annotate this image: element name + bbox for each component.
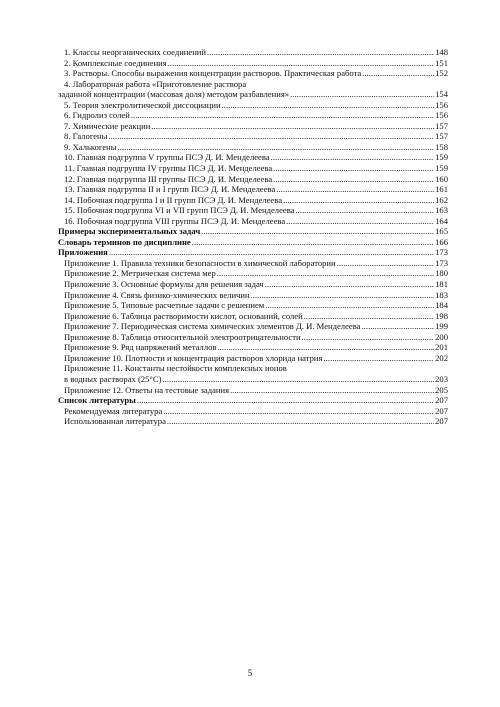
leader-dots xyxy=(230,385,434,396)
toc-entry-title: 1. Классы неорганических соединений xyxy=(64,47,207,57)
toc-entry-title: Использованная литература xyxy=(64,416,166,427)
leader-dots xyxy=(323,353,434,364)
toc-appendix-page: 200 xyxy=(435,331,448,342)
toc-entry[interactable] xyxy=(58,100,448,111)
toc-section-page: 173 xyxy=(435,247,448,258)
leader-dots xyxy=(109,247,434,258)
toc-entry-title: 2. Комплексные соединения xyxy=(64,57,167,68)
toc-entry[interactable] xyxy=(58,195,448,206)
leader-dots xyxy=(167,416,434,427)
leader-dots xyxy=(337,258,434,269)
leader-dots xyxy=(286,216,434,227)
toc-entry-page: 156 xyxy=(435,99,448,110)
leader-dots xyxy=(361,321,434,332)
leader-dots xyxy=(192,237,434,248)
toc-entry-title: 12. Главная подгруппа III группы ПСЭ Д. И. Менделеева xyxy=(64,173,273,184)
toc-entry[interactable] xyxy=(58,163,448,174)
toc-entry[interactable] xyxy=(58,58,448,69)
toc-appendix-title: Приложение 7. Периодическая система химических элементов Д. И. Менделеева xyxy=(64,321,361,332)
toc-entry-title: 5. Теория электролитической диссоциации xyxy=(64,99,221,110)
toc-appendix-title: Приложение 12. Ответы на тестовые задания xyxy=(64,384,230,395)
leader-dots xyxy=(108,131,434,142)
toc-entry-page: 207 xyxy=(435,405,448,416)
toc-entry-page: 160 xyxy=(435,173,448,184)
toc-appendix-title: Приложение 4. Связь физико-химических величин xyxy=(64,289,250,300)
toc-appendix-title: Приложение 9. Ряд напряжений металлов xyxy=(64,342,217,353)
toc-appendix-page: 198 xyxy=(435,310,448,321)
toc-entry[interactable] xyxy=(58,121,448,132)
toc-entry-page: 159 xyxy=(435,163,448,174)
leader-dots xyxy=(137,395,434,406)
toc-appendix-page: 205 xyxy=(435,384,448,395)
toc-entry-line1[interactable] xyxy=(58,79,448,90)
leader-dots xyxy=(201,226,434,237)
toc-entry-page: 151 xyxy=(435,57,448,68)
toc-appendix-page: 181 xyxy=(435,279,448,290)
toc-appendix[interactable] xyxy=(58,279,448,290)
toc-appendix-title: Приложение 6. Таблица растворимости кислот, оснований, солей xyxy=(64,310,303,321)
toc-entry-title: 8. Галогены xyxy=(64,131,108,142)
toc-section-title: Словарь терминов по дисциплине xyxy=(58,236,191,247)
toc-entry-page: 154 xyxy=(435,89,448,100)
toc-entry-title: 9. Халькогены xyxy=(64,141,117,152)
toc-appendix[interactable] xyxy=(58,332,448,343)
toc-entry[interactable] xyxy=(58,416,448,427)
toc-entry[interactable] xyxy=(58,142,448,153)
toc-entry-title: 15. Побочная подгруппа VI и VII групп ПСЭ Д. И. Менделеева xyxy=(64,205,295,216)
toc-entry-page: 157 xyxy=(435,120,448,131)
toc-entry-title: заданной концентрации (массовая доля) методом разбавления» xyxy=(58,89,290,100)
leader-dots xyxy=(265,279,434,290)
toc-entry-page: 157 xyxy=(435,131,448,142)
leader-dots xyxy=(222,100,435,111)
toc-entry[interactable] xyxy=(58,47,448,58)
toc-appendix-title: Приложение 5. Типовые расчетные задачи с решением xyxy=(64,300,265,311)
toc-appendix-title: Приложение 11. Константы нестойкости комплексных ионов xyxy=(64,363,287,374)
toc-section-page: 207 xyxy=(435,395,448,406)
toc-appendix[interactable] xyxy=(58,258,448,269)
toc-entry-title: 13. Главная подгруппа II и I групп ПСЭ Д. И. Менделеева xyxy=(64,184,276,195)
leader-dots xyxy=(168,58,434,69)
toc-entry-page: 152 xyxy=(435,68,448,79)
toc-appendix[interactable] xyxy=(58,342,448,353)
toc-entry-page: 163 xyxy=(435,205,448,216)
toc-appendix-page: 184 xyxy=(435,300,448,311)
toc-section-page: 166 xyxy=(435,236,448,247)
toc-section-title: Список литературы xyxy=(58,395,136,406)
toc-appendix-page: 203 xyxy=(435,373,448,384)
toc-entry[interactable] xyxy=(58,216,448,227)
toc-entry-line2[interactable] xyxy=(58,89,448,100)
toc-entry-title: 14. Побочная подгруппа I и II групп ПСЭ Д. И. Менделеева xyxy=(64,194,283,205)
toc-appendix-line1[interactable] xyxy=(58,363,448,374)
toc-appendix-title: Приложение 3. Основные формулы для решения задач xyxy=(64,279,264,290)
toc-appendix-page: 201 xyxy=(435,342,448,353)
leader-dots xyxy=(162,374,434,385)
toc-entry-title: Рекомендуемая литература xyxy=(64,405,163,416)
toc-appendix-page: 202 xyxy=(435,352,448,363)
toc-appendix-title: Приложение 10. Плотности и концентрация растворов хлорида натрия xyxy=(64,352,323,363)
leader-dots xyxy=(302,332,435,343)
toc-entry[interactable] xyxy=(58,184,448,195)
toc-entry[interactable] xyxy=(58,174,448,185)
leader-dots xyxy=(290,89,434,100)
toc-entry-page: 164 xyxy=(435,215,448,226)
leader-dots xyxy=(265,300,434,311)
toc-entry-page: 148 xyxy=(435,47,448,57)
toc-appendix-title: Приложение 2. Метрическая система мер xyxy=(64,268,216,279)
toc-entry[interactable] xyxy=(58,68,448,79)
table-of-contents xyxy=(58,47,448,427)
leader-dots xyxy=(207,47,434,58)
toc-entry-title: 4. Лабораторная работа «Приготовление раствора xyxy=(64,78,247,89)
toc-entry-page: 156 xyxy=(435,110,448,121)
toc-section-page: 165 xyxy=(435,226,448,237)
leader-dots xyxy=(271,152,434,163)
leader-dots xyxy=(151,121,434,132)
leader-dots xyxy=(304,311,434,322)
toc-section[interactable] xyxy=(58,247,448,258)
toc-appendix-title: Приложение 8. Таблица относительной электроотрицательности xyxy=(64,331,301,342)
toc-appendix[interactable] xyxy=(58,385,448,396)
toc-entry-title: 7. Химические реакции xyxy=(64,120,151,131)
toc-entry[interactable] xyxy=(58,406,448,417)
leader-dots xyxy=(283,195,434,206)
toc-appendix-page: 199 xyxy=(435,321,448,332)
leader-dots xyxy=(217,268,434,279)
toc-appendix-line2[interactable] xyxy=(58,374,448,385)
toc-entry[interactable] xyxy=(58,110,448,121)
toc-entry-page: 207 xyxy=(435,416,448,427)
toc-appendix[interactable] xyxy=(58,353,448,364)
leader-dots xyxy=(217,342,434,353)
toc-entry[interactable] xyxy=(58,205,448,216)
toc-appendix[interactable] xyxy=(58,311,448,322)
leader-dots xyxy=(276,184,434,195)
toc-appendix-page: 183 xyxy=(435,289,448,300)
toc-appendix-page: 173 xyxy=(435,257,448,268)
toc-appendix-title: в водных растворах (25°С) xyxy=(64,373,162,384)
leader-dots xyxy=(295,205,434,216)
toc-appendix-page: 180 xyxy=(435,268,448,279)
toc-entry-title: 10. Главная подгруппа V группы ПСЭ Д. И. Менделеева xyxy=(64,152,270,163)
toc-section[interactable] xyxy=(58,395,448,406)
toc-appendix[interactable] xyxy=(58,268,448,279)
toc-entry-page: 159 xyxy=(435,152,448,163)
leader-dots xyxy=(131,110,434,121)
toc-section[interactable] xyxy=(58,226,448,237)
toc-entry-page: 161 xyxy=(435,184,448,195)
toc-section[interactable] xyxy=(58,237,448,248)
toc-entry-title: 11. Главная подгруппа IV группы ПСЭ Д. И. Менделеева xyxy=(64,163,273,174)
toc-entry-title: 16. Побочная подгруппа VIII группы ПСЭ Д. И. Менделеева xyxy=(64,215,286,226)
leader-dots xyxy=(273,163,434,174)
toc-entry-title: 3. Растворы. Способы выражения концентрации растворов. Практическая работа xyxy=(64,68,362,79)
toc-appendix[interactable] xyxy=(58,300,448,311)
toc-appendix[interactable] xyxy=(58,321,448,332)
toc-entry-title: 6. Гидролиз солей xyxy=(64,110,130,121)
toc-appendix[interactable] xyxy=(58,290,448,301)
toc-section-title: Приложения xyxy=(58,247,108,258)
toc-section-title: Примеры экспериментальных задач xyxy=(58,226,201,237)
page-number: 5 xyxy=(247,668,253,678)
toc-entry-page: 158 xyxy=(435,141,448,152)
toc-entry[interactable] xyxy=(58,131,448,142)
toc-appendix-title: Приложение 1. Правила техники безопасности в химической лаборатории xyxy=(64,257,336,268)
leader-dots xyxy=(362,68,434,79)
leader-dots xyxy=(273,174,434,185)
leader-dots xyxy=(163,406,434,417)
toc-entry[interactable] xyxy=(58,152,448,163)
toc-entry-page: 162 xyxy=(435,194,448,205)
leader-dots xyxy=(251,290,435,301)
leader-dots xyxy=(118,142,435,153)
